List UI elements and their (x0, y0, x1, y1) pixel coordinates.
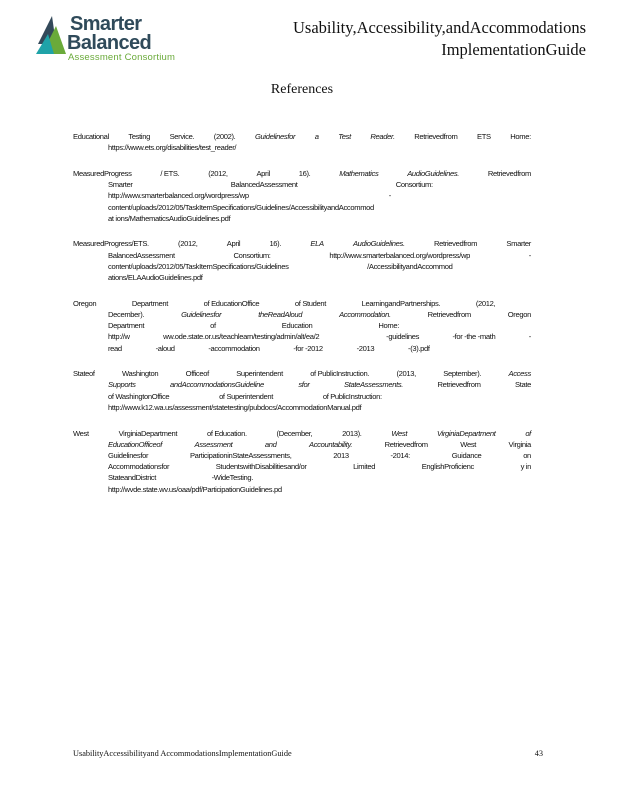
reference-word: Service. (169, 132, 195, 141)
logo-text-balanced: Balanced (67, 32, 152, 54)
reference-word: on (523, 450, 531, 460)
reference-word: Accommodationsfor (108, 462, 170, 472)
reference-word: MeasuredProgress (73, 168, 132, 178)
reference-word[interactable]: http://www.smarterbalanced.org/wordpress/wp (329, 250, 471, 260)
reference-word: December). (108, 309, 145, 319)
reference-word: West (460, 439, 477, 449)
reference-word: -aloud (155, 343, 175, 353)
header-title-line2: ImplementationGuide (441, 40, 586, 59)
reference-word: Consortium: (395, 180, 433, 190)
reference-word: of Superintendent (219, 391, 274, 401)
reference-word[interactable]: http://wvde.state.wv.us/oaa/pdf/ParticipationGuidelines.pd (108, 484, 282, 494)
reference-word: (2012, (475, 298, 496, 308)
reference-line (73, 179, 531, 190)
reference-line (73, 131, 531, 142)
reference-word: Home: (510, 132, 531, 141)
reference-line (73, 402, 531, 413)
reference-word: Retrievedfrom (384, 439, 428, 449)
reference-word: Virginia (508, 439, 531, 449)
reference-line (73, 379, 531, 390)
reference-entry (73, 131, 531, 153)
reference-word: -for -2012 (293, 343, 323, 353)
reference-word: ELA (310, 239, 324, 249)
reference-word: April (226, 239, 241, 249)
reference-word: BalancedAssessment (230, 180, 298, 190)
reference-entry (73, 298, 531, 354)
reference-word: Educational (73, 132, 109, 141)
reference-word: Superintendent (236, 369, 283, 379)
reference-word: Guidance (451, 450, 482, 460)
reference-line (73, 250, 531, 261)
section-heading: References (270, 82, 334, 97)
reference-word: -2014: (390, 450, 410, 460)
reference-word[interactable]: http://w (108, 332, 130, 342)
reference-entry (73, 238, 531, 283)
reference-line (73, 450, 531, 461)
reference-line (73, 261, 531, 272)
reference-word: Retrievedfrom (487, 168, 531, 178)
reference-entry (73, 428, 531, 495)
reference-word: ETS (476, 132, 491, 141)
reference-word: read (108, 343, 122, 353)
reference-word[interactable]: http://www.k12.wa.us/assessment/statetesting/pubdocs/AccommodationManual.pdf (108, 402, 362, 412)
reference-word: Mathematics (339, 168, 379, 178)
reference-word: of (210, 321, 216, 331)
reference-line (73, 428, 531, 439)
reference-entry (73, 168, 531, 224)
reference-word: ww.ode.state.or.us/teachlearn/testing/admin/alt/ea/2 (163, 332, 320, 342)
reference-line (73, 391, 531, 402)
reference-word: -(3).pdf (408, 343, 430, 353)
reference-word: - (528, 332, 531, 342)
reference-line (73, 439, 531, 450)
reference-word: StateAssessments. (343, 380, 404, 390)
reference-word: Retrievedfrom (437, 380, 481, 390)
reference-word: State (514, 380, 531, 390)
reference-word: y in (520, 462, 531, 472)
reference-word: VirginiaDepartment (118, 428, 178, 438)
reference-line (73, 272, 531, 283)
reference-word: 16). (269, 239, 282, 249)
reference-word: - (528, 250, 531, 260)
reference-word: Reader. (370, 132, 395, 141)
reference-word: / ETS. (160, 168, 180, 178)
smarter-balanced-logo (34, 14, 184, 64)
reference-word: ations/ELAAudioGuidelines.pdf (108, 273, 203, 283)
reference-word: of PublicInstruction. (310, 369, 370, 379)
reference-word: content/uploads/2012/05/TaskItemSpecifications/Guidelines (108, 261, 289, 271)
reference-word[interactable]: https://www.ets.org/disabilities/test_reader/ (108, 143, 237, 153)
reference-word: MeasuredProgress/ETS. (73, 239, 149, 249)
reference-word: Accountability. (308, 439, 353, 449)
reference-word: EnglishProficienc (421, 462, 474, 472)
reference-word: Oregon (507, 309, 531, 319)
reference-word: AudioGuidelines. (352, 239, 405, 249)
reference-word: BalancedAssessment (108, 250, 175, 260)
reference-word: 16). (298, 168, 311, 178)
reference-word: Access (508, 369, 531, 379)
reference-entry (73, 368, 531, 413)
reference-word: AudioGuidelines. (407, 168, 460, 178)
reference-word: sfor (298, 380, 310, 390)
page-number: 43 (534, 749, 543, 758)
reference-word: Limited (353, 462, 376, 472)
reference-word: Retrievedfrom (414, 132, 458, 141)
header-title (293, 17, 586, 61)
reference-word: of WashingtonOffice (108, 391, 170, 401)
reference-word: Home: (378, 321, 399, 331)
logo-text-smarter: Smarter (70, 13, 142, 35)
reference-line (73, 202, 531, 213)
reference-word: 2013 (333, 450, 349, 460)
reference-word: West (73, 428, 89, 438)
reference-word: Washington (121, 369, 159, 379)
reference-line (73, 484, 531, 495)
reference-word: Guidelinesfor (181, 309, 222, 319)
reference-word: Officeof (185, 369, 209, 379)
reference-word: at ions/MathematicsAudioGuidelines.pdf (108, 213, 231, 223)
reference-word: of Student (294, 298, 327, 308)
reference-word: Department (108, 321, 145, 331)
reference-word: Department (131, 298, 169, 308)
reference-word: of PublicInstruction: (322, 391, 382, 401)
reference-word: Smarter (506, 239, 531, 249)
reference-word: ParticipationinStateAssessments, (189, 450, 292, 460)
logo-text-consortium: Assessment Consortium (68, 52, 176, 63)
reference-line (73, 331, 531, 342)
reference-line (73, 238, 531, 249)
reference-line (73, 368, 531, 379)
reference-word: 2013). (342, 428, 362, 438)
reference-line (73, 320, 531, 331)
reference-word: (2012, (208, 168, 228, 178)
reference-word: a (314, 132, 319, 141)
reference-line (73, 343, 531, 354)
reference-word: VirginiaDepartment (436, 428, 496, 438)
reference-word: -accommodation (208, 343, 260, 353)
footer-title: UsabilityAccessibilityand AccommodationsImplementationGuide (73, 749, 292, 758)
reference-word: of (525, 428, 531, 438)
reference-word[interactable]: http://www.smarterbalanced.org/wordpress/wp (108, 191, 249, 201)
reference-word: -WideTesting. (211, 473, 254, 483)
reference-word: of Education. (206, 428, 247, 438)
reference-line (73, 298, 531, 309)
reference-word: Retrievedfrom (427, 309, 471, 319)
reference-word: Test (338, 132, 351, 141)
reference-word: Consortium: (233, 250, 271, 260)
reference-word: - (388, 191, 391, 201)
reference-word: -guidelines (386, 332, 420, 342)
reference-word: /AccessibilityandAccommod (367, 261, 453, 271)
reference-word: EducationOfficeof (108, 439, 162, 449)
reference-line (73, 461, 531, 472)
reference-line (73, 472, 531, 483)
reference-word: StateandDistrict (108, 473, 157, 483)
reference-word: theReadAloud (258, 309, 303, 319)
reference-word: April (256, 168, 270, 178)
references-list (73, 131, 531, 509)
reference-word: andAccommodationsGuideline (170, 380, 264, 390)
reference-word: (2012, (178, 239, 198, 249)
reference-line (73, 213, 531, 224)
reference-word: Retrievedfrom (434, 239, 478, 249)
reference-word: Testing (128, 132, 151, 141)
reference-line (73, 142, 531, 153)
reference-word: Oregon (73, 298, 97, 308)
reference-line (73, 190, 531, 201)
header-title-line1: Usability,Accessibility,andAccommodations (293, 18, 586, 37)
reference-word: -for -the -math (452, 332, 496, 342)
reference-line (73, 168, 531, 179)
reference-word: Guidelinesfor (254, 132, 296, 141)
reference-word: of EducationOffice (203, 298, 260, 308)
reference-word: Supports (108, 380, 136, 390)
reference-word: (2002). (213, 132, 236, 141)
reference-word: Guidelinesfor (108, 450, 149, 460)
reference-word: Assessment (194, 439, 233, 449)
reference-word: Accommodation. (339, 309, 391, 319)
reference-word: Education (281, 321, 313, 331)
reference-word: September). (443, 369, 482, 379)
reference-word: content/uploads/2012/05/TaskItemSpecifications/Guidelines/AccessibilityandAccommod (108, 202, 374, 212)
reference-word: StudentswithDisabilitiesand/or (215, 462, 307, 472)
reference-word: -2013 (356, 343, 375, 353)
reference-line (73, 309, 531, 320)
reference-word: (December, (276, 428, 313, 438)
reference-word: and (264, 439, 277, 449)
reference-word: LearningandPartnerships. (361, 298, 441, 308)
reference-word: Smarter (108, 180, 133, 190)
reference-word: Stateof (73, 369, 95, 379)
reference-word: West (391, 428, 408, 438)
reference-word: (2013, (396, 369, 416, 379)
